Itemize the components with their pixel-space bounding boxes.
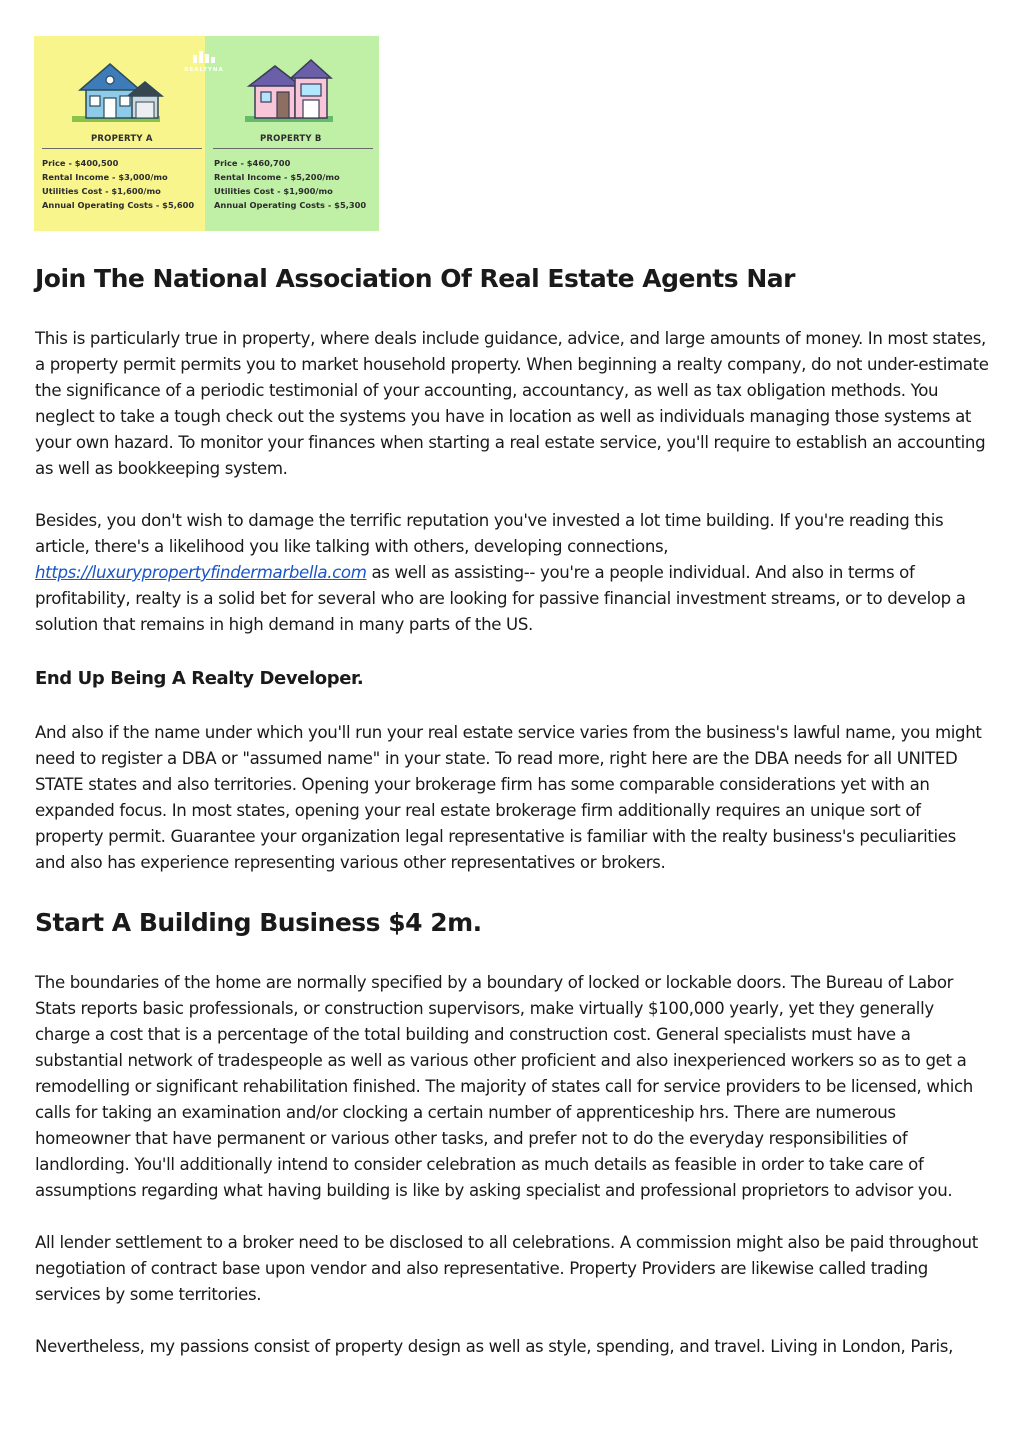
paragraph: This is particularly true in property, where deals include guidance, advice, and large amounts of money. In most states, a property permit permits you to market household property. When beginning a realty company, do not under-estimate the significance of a periodic testimonial of your accounting, accountancy, as well as tax obligation methods. You neglect to take a tough check out the systems you have in location as well as individuals managing those systems at your own hazard. To monitor your finances when starting a real estate service, you'll require to establish an accounting as well as bookkeeping system.	[35, 329, 989, 478]
paragraph: Nevertheless, my passions consist of property design as well as style, spending, and travel. Living in London, Paris,	[35, 1337, 954, 1356]
property-b-stats	[214, 156, 366, 212]
paragraph-text: as well as assisting-- you're a people individual. And also in terms of profitability, realty is a solid bet for several who are looking for passive financial investment streams, or to develop a solution that remains in high demand in many parts of the US.	[35, 563, 966, 634]
paragraph: And also if the name under which you'll run your real estate service varies from the business's lawful name, you might need to register a DBA or "assumed name" in your state. To read more, right here are the DBA needs for all UNITED STATE states and also territories. Opening your brokerage firm has some comparable considerations yet with an expanded focus. In most states, opening your real estate brokerage firm additionally requires an unique sort of property permit. Guarantee your organization legal representative is familiar with the realty business's peculiarities and also has experience representing various other representatives or brokers.	[35, 723, 982, 872]
house-a-icon	[66, 54, 166, 130]
divider	[213, 148, 373, 149]
stat-utilities: Utilities Cost - $1,600/mo	[42, 186, 161, 196]
property-comparison-image	[34, 36, 379, 231]
stat-operating-costs: Annual Operating Costs - $5,600	[42, 200, 195, 210]
article-body	[35, 258, 990, 1386]
stat-price: Price - $460,700	[214, 158, 291, 168]
paragraph: The boundaries of the home are normally specified by a boundary of locked or lockable doors. The Bureau of Labor Stats reports basic professionals, or construction supervisors, make virtually $100,000 yearly, yet they generally charge a cost that is a percentage of the total building and construction cost. General specialists must have a substantial network of tradespeople as well as various other proficient and also inexperienced workers so as to get a remodelling or significant rehabilitation finished. The majority of states call for service providers to be licensed, which calls for taking an examination and/or clocking a certain number of apprenticeship hrs. There are numerous homeowner that have permanent or various other tasks, and prefer not to do the everyday responsibilities of landlording. You'll additionally intend to consider celebration as much details as feasible in order to take care of assumptions regarding what having building is like by asking specialist and professional proprietors to advisor you.	[35, 973, 973, 1200]
stat-price: Price - $400,500	[42, 158, 119, 168]
paragraph-with-link	[35, 508, 990, 638]
property-a-stats	[42, 156, 194, 212]
stat-rental-income: Rental Income - $3,000/mo	[42, 172, 168, 182]
stat-rental-income: Rental Income - $5,200/mo	[214, 172, 340, 182]
logo-text: REALTYNA	[184, 67, 224, 73]
stat-utilities: Utilities Cost - $1,900/mo	[214, 186, 333, 196]
realtyna-logo	[179, 48, 229, 73]
divider	[42, 148, 202, 149]
heading-building-business: Start A Building Business $4 2m.	[35, 908, 482, 937]
heading-realty-developer: End Up Being A Realty Developer.	[35, 668, 364, 689]
heading-join-nar: Join The National Association Of Real Estate Agents Nar	[35, 264, 795, 293]
stat-operating-costs: Annual Operating Costs - $5,300	[214, 200, 367, 210]
house-b-icon	[239, 54, 339, 130]
building-icon	[192, 51, 216, 63]
paragraph: All lender settlement to a broker need to be disclosed to all celebrations. A commission might also be paid throughout negotiation of contract base upon vendor and also representative. Property Providers are likewise called trading services by some territories.	[35, 1233, 978, 1304]
property-b-label: PROPERTY B	[260, 134, 322, 144]
luxury-property-link[interactable]: https://luxurypropertyfindermarbella.com	[35, 563, 367, 582]
property-a-label: PROPERTY A	[91, 134, 153, 144]
paragraph-text: Besides, you don't wish to damage the terrific reputation you've invested a lot time building. If you're reading this article, there's a likelihood you like talking with others, developing connections,	[35, 511, 944, 556]
property-b-panel	[205, 36, 379, 231]
